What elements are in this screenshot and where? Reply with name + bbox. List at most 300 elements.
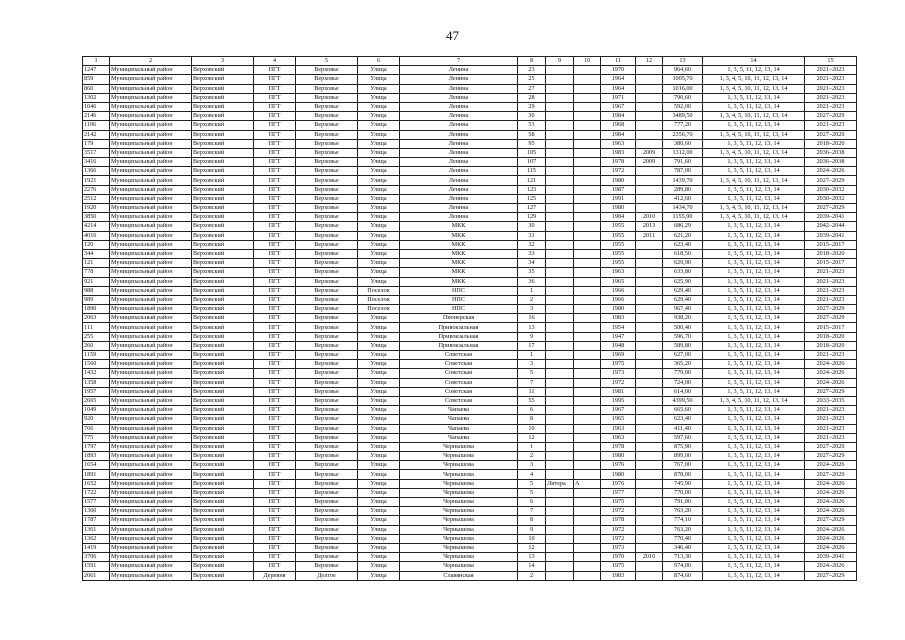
table-cell: 874,60 (663, 571, 703, 580)
table-cell: Муниципальный район (110, 139, 192, 148)
table-cell (636, 121, 663, 130)
table-cell: ПГТ (254, 185, 296, 194)
table-cell (636, 240, 663, 249)
table-cell: 2030–2032 (805, 185, 857, 194)
table-cell (574, 378, 601, 387)
table-cell: 1980 (601, 204, 636, 213)
table-cell: 775 (83, 433, 110, 442)
table-cell: Улица (358, 498, 400, 507)
table-cell: Муниципальный район (110, 167, 192, 176)
table-cell: Чернышова (400, 479, 518, 488)
table-cell: 1978 (601, 158, 636, 167)
table-cell: 1955 (601, 240, 636, 249)
table-cell (546, 139, 574, 148)
table-cell: 1, 3, 5, 11, 12, 13, 14 (703, 360, 805, 369)
column-header: 8 (518, 57, 546, 66)
table-cell: 2027–2029 (805, 571, 857, 580)
table-cell: 1963 (601, 139, 636, 148)
table-cell: 1, 3, 5, 11, 12, 13, 14 (703, 66, 805, 75)
table-cell: ПГТ (254, 525, 296, 534)
column-header: 14 (703, 57, 805, 66)
table-cell: Верховский (192, 369, 254, 378)
table-cell: 2015–2017 (805, 259, 857, 268)
table-cell: 1, 3, 5, 11, 12, 13, 14 (703, 259, 805, 268)
table-cell: Верховье (296, 222, 358, 231)
table-cell: 2021–2023 (805, 93, 857, 102)
table-cell (546, 534, 574, 543)
table-cell (546, 112, 574, 121)
table-cell: Улица (358, 396, 400, 405)
table-cell: МКК (400, 277, 518, 286)
table-cell: 2027–2029 (805, 516, 857, 525)
table-cell: 2021–2023 (805, 406, 857, 415)
table-row (83, 112, 857, 121)
table-cell: 2030–2032 (805, 194, 857, 203)
table-cell: 3489,50 (663, 112, 703, 121)
table-cell: 1980 (601, 452, 636, 461)
table-cell: 1, 3, 5, 11, 12, 13, 14 (703, 102, 805, 111)
table-cell: Улица (358, 442, 400, 451)
table-cell: 1972 (601, 507, 636, 516)
column-header: 5 (296, 57, 358, 66)
table-cell: Верховский (192, 222, 254, 231)
table-cell: Верховье (296, 387, 358, 396)
table-cell: 33 (518, 249, 546, 258)
table-cell: 1, 3, 4, 5, 10, 11, 12, 13, 14 (703, 148, 805, 157)
table-cell: Советская (400, 378, 518, 387)
column-header: 10 (574, 57, 601, 66)
table-cell: Верховский (192, 479, 254, 488)
table-cell: Верховье (296, 93, 358, 102)
table-cell (574, 351, 601, 360)
table-cell: Улица (358, 424, 400, 433)
table-cell: Муниципальный район (110, 148, 192, 157)
table-cell: Чернышова (400, 461, 518, 470)
table-cell: Чапаева (400, 406, 518, 415)
table-cell: 1, 3, 5, 11, 12, 13, 14 (703, 498, 805, 507)
table-cell: Верховский (192, 406, 254, 415)
table-cell: Улица (358, 525, 400, 534)
table-cell: 1966 (601, 295, 636, 304)
table-row (83, 102, 857, 111)
table-cell: 2027–2029 (805, 305, 857, 314)
table-cell (546, 378, 574, 387)
table-cell (574, 259, 601, 268)
table-cell: Верховье (296, 84, 358, 93)
table-cell: 1, 3, 5, 11, 12, 13, 14 (703, 415, 805, 424)
table-cell: Верховье (296, 543, 358, 552)
table-cell: ПГТ (254, 378, 296, 387)
table-cell: 724,00 (663, 378, 703, 387)
table-cell: 2021–2023 (805, 84, 857, 93)
table-cell (636, 387, 663, 396)
table-cell: 860 (83, 84, 110, 93)
table-cell (636, 442, 663, 451)
table-cell: Улица (358, 415, 400, 424)
table-cell: 1560 (83, 360, 110, 369)
table-cell: 1955 (601, 231, 636, 240)
table-cell: Верховье (296, 121, 358, 130)
table-cell: 2033–2035 (805, 396, 857, 405)
table-cell (546, 66, 574, 75)
table-cell: Верховье (296, 323, 358, 332)
table-cell (546, 295, 574, 304)
table-cell (636, 433, 663, 442)
table-cell (574, 93, 601, 102)
table-row (83, 424, 857, 433)
table-cell (546, 277, 574, 286)
table-cell: 1921 (83, 176, 110, 185)
table-cell: 1, 3, 5, 11, 12, 13, 14 (703, 516, 805, 525)
table-cell: 2024–2026 (805, 167, 857, 176)
table-cell: Муниципальный район (110, 488, 192, 497)
table-cell (574, 314, 601, 323)
table-cell (574, 305, 601, 314)
table-cell: ПГТ (254, 249, 296, 258)
table-cell: 1963 (601, 424, 636, 433)
table-cell (636, 452, 663, 461)
table-row (83, 461, 857, 470)
table-cell (546, 93, 574, 102)
table-cell: 1419 (83, 543, 110, 552)
table-cell: ПГТ (254, 341, 296, 350)
table-row (83, 259, 857, 268)
table-cell (574, 387, 601, 396)
table-cell: 1, 3, 4, 5, 10, 11, 12, 13, 14 (703, 396, 805, 405)
table-cell: 1787 (83, 516, 110, 525)
table-cell: 2024–2026 (805, 378, 857, 387)
table-cell: 2011 (636, 231, 663, 240)
table-row (83, 305, 857, 314)
table-cell: Муниципальный район (110, 378, 192, 387)
table-cell (636, 498, 663, 507)
table-cell: Верховье (296, 176, 358, 185)
table-cell: Верховье (296, 295, 358, 304)
table-cell: Улица (358, 93, 400, 102)
table-cell: 1, 3, 5, 11, 12, 13, 14 (703, 139, 805, 148)
table-cell (636, 488, 663, 497)
table-row (83, 360, 857, 369)
table-cell: 1948 (601, 341, 636, 350)
table-cell: 1360 (83, 507, 110, 516)
table-row (83, 571, 857, 580)
table-cell: 1991 (601, 194, 636, 203)
table-cell: Верховье (296, 240, 358, 249)
table-cell: Ленина (400, 185, 518, 194)
table-cell: 633,80 (663, 268, 703, 277)
table-cell: 1247 (83, 66, 110, 75)
table-cell: ПГТ (254, 516, 296, 525)
table-cell (546, 452, 574, 461)
table-cell: 1968 (601, 121, 636, 130)
table-cell (546, 231, 574, 240)
table-cell: Пионерская (400, 314, 518, 323)
table-cell (636, 167, 663, 176)
table-cell: 1, 3, 5, 11, 12, 13, 14 (703, 323, 805, 332)
table-cell (546, 396, 574, 405)
table-cell: 1920 (83, 204, 110, 213)
table-cell: 1366 (83, 167, 110, 176)
table-cell: Верховье (296, 277, 358, 286)
column-header: 7 (400, 57, 518, 66)
table-cell: 1984 (601, 130, 636, 139)
table-cell: 921 (83, 277, 110, 286)
table-cell: Чернышова (400, 470, 518, 479)
table-cell: ПГТ (254, 387, 296, 396)
table-cell: Верховье (296, 470, 358, 479)
table-cell: 1964 (601, 84, 636, 93)
table-cell (574, 571, 601, 580)
table-cell (636, 406, 663, 415)
table-cell: 1969 (601, 351, 636, 360)
table-cell: Муниципальный район (110, 204, 192, 213)
table-cell (636, 516, 663, 525)
table-cell: Улица (358, 84, 400, 93)
table-cell: 1, 3, 4, 5, 10, 11, 12, 13, 14 (703, 176, 805, 185)
table-cell: Верховский (192, 562, 254, 571)
table-cell: Верховье (296, 406, 358, 415)
table-cell: 1967 (601, 406, 636, 415)
table-cell (574, 452, 601, 461)
table-cell: 1, 3, 5, 11, 12, 13, 14 (703, 341, 805, 350)
table-cell (574, 525, 601, 534)
table-cell: 623,40 (663, 415, 703, 424)
table-cell: 2024–2026 (805, 479, 857, 488)
table-cell: Улица (358, 75, 400, 84)
table-cell: 13 (518, 553, 546, 562)
table-cell (546, 516, 574, 525)
table-cell: 1, 3, 5, 11, 12, 13, 14 (703, 222, 805, 231)
table-cell (636, 102, 663, 111)
table-cell: 2027–2029 (805, 387, 857, 396)
table-cell: Верховский (192, 240, 254, 249)
table-cell (636, 415, 663, 424)
table-cell: Верховье (296, 112, 358, 121)
table-cell: Чернышова (400, 553, 518, 562)
table-cell (574, 406, 601, 415)
table-cell (546, 176, 574, 185)
table-cell: 1654 (83, 461, 110, 470)
table-cell: 1312,00 (663, 148, 703, 157)
table-cell: 2063 (83, 314, 110, 323)
table-cell (574, 240, 601, 249)
table-cell (636, 75, 663, 84)
table-cell: 766 (83, 424, 110, 433)
table-row (83, 148, 857, 157)
table-cell: Муниципальный район (110, 360, 192, 369)
table-cell (574, 424, 601, 433)
table-cell: 1963 (601, 268, 636, 277)
table-cell (574, 139, 601, 148)
table-cell (574, 277, 601, 286)
table-row (83, 351, 857, 360)
table-cell: 2142 (83, 130, 110, 139)
table-cell: 6 (518, 498, 546, 507)
table-cell: 1, 3, 5, 11, 12, 13, 14 (703, 167, 805, 176)
table-cell: Муниципальный район (110, 406, 192, 415)
table-cell: Улица (358, 461, 400, 470)
table-cell: 2039–2041 (805, 213, 857, 222)
table-cell: 1891 (83, 470, 110, 479)
table-cell: Муниципальный район (110, 121, 192, 130)
table-cell (574, 66, 601, 75)
table-cell: Улица (358, 213, 400, 222)
table-cell (636, 112, 663, 121)
table-cell: Верховье (296, 442, 358, 451)
table-cell (574, 323, 601, 332)
table-cell: 596,70 (663, 332, 703, 341)
table-cell: Привокзальная (400, 323, 518, 332)
table-cell: Ленина (400, 194, 518, 203)
table-cell: Улица (358, 268, 400, 277)
table-cell (574, 222, 601, 231)
table-cell: Улица (358, 102, 400, 111)
table-cell: Улица (358, 488, 400, 497)
table-cell: Муниципальный район (110, 470, 192, 479)
table-cell (636, 543, 663, 552)
table-cell (574, 396, 601, 405)
table-cell: Верховский (192, 66, 254, 75)
table-cell: Верховье (296, 213, 358, 222)
table-cell: Верховский (192, 139, 254, 148)
table-cell: 2024–2026 (805, 525, 857, 534)
table-row (83, 66, 857, 75)
table-cell: Верховье (296, 102, 358, 111)
table-cell: Муниципальный район (110, 387, 192, 396)
table-cell: 1106 (83, 121, 110, 130)
table-cell (574, 516, 601, 525)
table-cell (636, 93, 663, 102)
table-cell: ПГТ (254, 176, 296, 185)
table-cell (636, 369, 663, 378)
table-cell: 745,90 (663, 479, 703, 488)
table-cell: Поселок (358, 295, 400, 304)
table-cell: Верховский (192, 194, 254, 203)
table-cell: Муниципальный район (110, 534, 192, 543)
table-cell: 2061 (83, 571, 110, 580)
table-cell: Муниципальный район (110, 268, 192, 277)
table-row (83, 323, 857, 332)
table-cell: Ленина (400, 176, 518, 185)
table-row (83, 295, 857, 304)
table-cell (546, 332, 574, 341)
table-cell: 621,20 (663, 231, 703, 240)
table-row (83, 249, 857, 258)
table-cell (546, 360, 574, 369)
table-cell: 1, 3, 5, 11, 12, 13, 14 (703, 525, 805, 534)
table-cell: Верховский (192, 176, 254, 185)
table-cell: 2042–2044 (805, 222, 857, 231)
table-cell: 344 (83, 249, 110, 258)
table-cell: Советская (400, 351, 518, 360)
table-cell: Муниципальный район (110, 158, 192, 167)
table-cell: Долгое (296, 571, 358, 580)
table-cell: Муниципальный район (110, 305, 192, 314)
table-cell: Муниципальный район (110, 102, 192, 111)
table-cell (546, 470, 574, 479)
table-cell: ПГТ (254, 139, 296, 148)
table-cell: Ленина (400, 167, 518, 176)
table-cell: Верховский (192, 314, 254, 323)
table-cell (546, 387, 574, 396)
table-cell: Муниципальный район (110, 240, 192, 249)
table-cell (574, 204, 601, 213)
table-cell: 1302 (83, 93, 110, 102)
table-cell: 778 (83, 268, 110, 277)
table-cell: Верховский (192, 452, 254, 461)
table-cell: 791,60 (663, 158, 703, 167)
table-cell: Верховский (192, 461, 254, 470)
table-cell: Улица (358, 369, 400, 378)
table-cell: Верховье (296, 516, 358, 525)
table-cell: А (574, 479, 601, 488)
table-cell: Верховье (296, 185, 358, 194)
table-cell (546, 433, 574, 442)
table-cell (574, 442, 601, 451)
table-cell: Верховский (192, 158, 254, 167)
column-header: 3 (192, 57, 254, 66)
table-cell (636, 479, 663, 488)
table-cell: Улица (358, 167, 400, 176)
table-cell (574, 360, 601, 369)
column-header: 6 (358, 57, 400, 66)
table-cell: Верховье (296, 396, 358, 405)
table-cell: 1358 (83, 378, 110, 387)
table-cell (636, 176, 663, 185)
table-cell: 3517 (83, 148, 110, 157)
table-cell: 2039–2041 (805, 553, 857, 562)
table-cell: НПС (400, 305, 518, 314)
table-cell: Верховский (192, 268, 254, 277)
table-cell: Муниципальный район (110, 185, 192, 194)
table-cell (636, 185, 663, 194)
table-cell: 1, 3, 4, 5, 10, 11, 12, 13, 14 (703, 112, 805, 121)
table-cell: МКК (400, 231, 518, 240)
table-cell: Улица (358, 259, 400, 268)
table-cell: 1, 3, 5, 11, 12, 13, 14 (703, 240, 805, 249)
table-cell: 1981 (601, 387, 636, 396)
column-header: 1 (83, 57, 110, 66)
table-cell (574, 553, 601, 562)
table-cell: 1983 (601, 314, 636, 323)
table-cell: Верховский (192, 470, 254, 479)
table-cell (546, 286, 574, 295)
table-cell (546, 259, 574, 268)
table-cell: Муниципальный район (110, 66, 192, 75)
table-cell: 3 (518, 305, 546, 314)
table-cell (574, 543, 601, 552)
table-cell: 1980 (601, 305, 636, 314)
table-cell: 1, 3, 4, 5, 10, 11, 12, 13, 14 (703, 130, 805, 139)
table-cell: 1, 3, 5, 11, 12, 13, 14 (703, 461, 805, 470)
table-cell: Верховский (192, 525, 254, 534)
table-cell: 597,60 (663, 433, 703, 442)
table-cell: 774,10 (663, 516, 703, 525)
table-cell: Чапаева (400, 424, 518, 433)
table-cell (574, 498, 601, 507)
table-cell: Муниципальный район (110, 93, 192, 102)
table-cell: 623,40 (663, 240, 703, 249)
table-cell: Верховье (296, 314, 358, 323)
table-cell (636, 295, 663, 304)
table-cell: 1, 3, 5, 11, 12, 13, 14 (703, 571, 805, 580)
table-cell: Улица (358, 249, 400, 258)
table-row (83, 498, 857, 507)
table-cell: 1, 3, 5, 11, 12, 13, 14 (703, 277, 805, 286)
table-cell (546, 406, 574, 415)
table-row (83, 286, 857, 295)
table-row (83, 543, 857, 552)
